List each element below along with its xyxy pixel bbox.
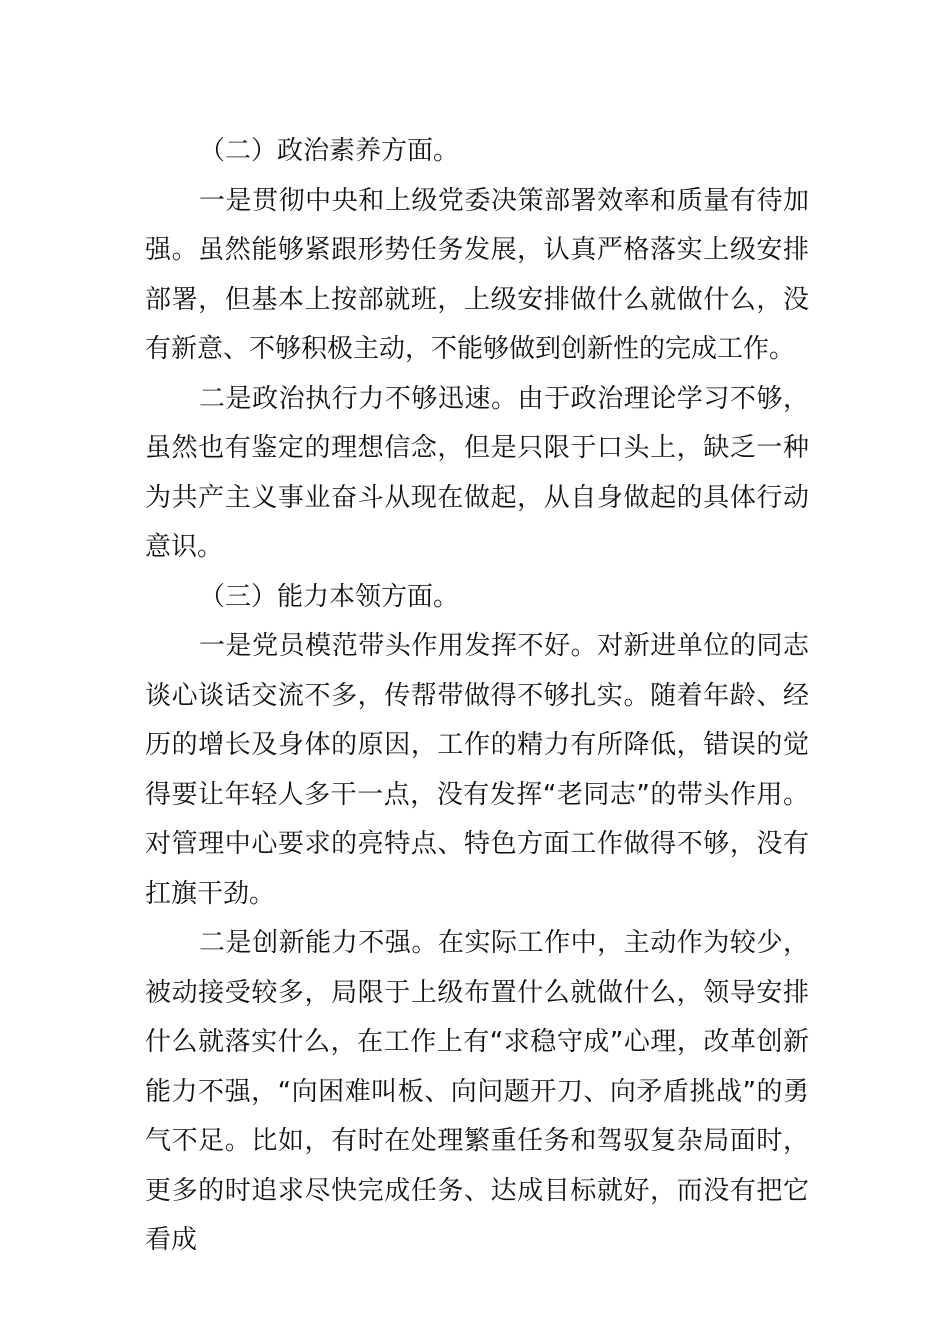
section-heading-ability: （三）能力本领方面。 bbox=[199, 581, 460, 612]
paragraph-decision-implementation: 一是贯彻中央和上级党委决策部署效率和质量有待加强。虽然能够紧跟形势任务发展，认真严格落实上级安排部署，但基本上按部就班，上级安排做什么就做什么，没有新意、不够积极主动，不能够做到创新性的完成工作。 bbox=[145, 185, 809, 364]
document-body bbox=[145, 127, 809, 1266]
section-heading-political-literacy: （二）政治素养方面。 bbox=[199, 136, 460, 166]
paragraph-party-member-role: 一是党员模范带头作用发挥不好。对新进单位的同志谈心谈话交流不多，传帮带做得不够扎实。随着年龄、经历的增长及身体的原因，工作的精力有所降低，错误的觉得要让年轻人多干一点，没有发挥“老同志”的带头作用。对管理中心要求的亮特点、特色方面工作做得不够，没有扛旗干劲。 bbox=[145, 631, 809, 909]
paragraph-political-execution: 二是政治执行力不够迅速。由于政治理论学习不够，虽然也有鉴定的理想信念，但是只限于口头上，缺乏一种为共产主义事业奋斗从现在做起，从自身做起的具体行动意识。 bbox=[145, 383, 809, 562]
paragraph-innovation-ability: 二是创新能力不强。在实际工作中，主动作为较少，被动接受较多，局限于上级布置什么就做什么，领导安排什么就落实什么，在工作上有“求稳守成”心理，改革创新能力不强，“向困难叫板、向问题开刀、向矛盾挑战”的勇气不足。比如，有时在处理繁重任务和驾驭复杂局面时，更多的时追求尽快完成任务、达成目标就好，而没有把它看成 bbox=[145, 928, 809, 1255]
